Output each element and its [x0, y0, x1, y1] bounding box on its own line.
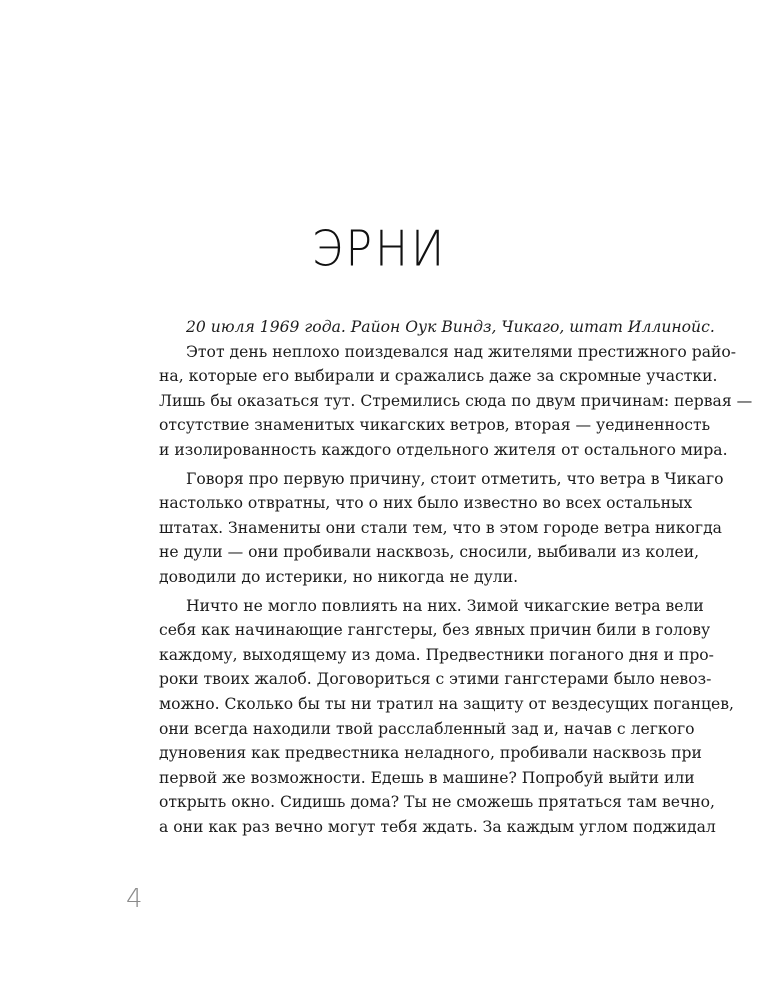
text-line: Этот день неплохо поиздевался над жителями престижного райо- — [186, 342, 737, 361]
text-line: Лишь бы оказаться тут. Стремились сюда по двум причинам: первая — — [159, 391, 753, 410]
text-line: они всегда находили твой расслабленный зад и, начав с легкого — [159, 719, 695, 738]
dateline: 20 июля 1969 года. Район Оук Виндз, Чикаго, штат Иллинойс. — [186, 318, 715, 336]
page-number: 4 — [126, 884, 143, 914]
text-line: дуновения как предвестника неладного, пробивали насквозь при — [159, 744, 702, 763]
text-line: первой же возможности. Едешь в машине? Попробуй выйти или — [159, 768, 695, 787]
text-line: себя как начинающие гангстеры, без явных причин били в голову — [159, 621, 711, 640]
text-line: настолько отвратны, что о них было известно во всех остальных — [159, 494, 693, 513]
chapter-title: ЭРНИ — [311, 220, 448, 278]
text-line: не дули — они пробивали насквозь, сносили, выбивали из колеи, — [159, 543, 700, 562]
text-line: каждому, выходящему из дома. Предвестники поганого дня и про- — [159, 645, 714, 664]
chapter-body-text — [159, 315, 753, 839]
text-line: и изолированность каждого отдельного жителя от остального мира. — [159, 440, 728, 459]
text-line: открыть окно. Сидишь дома? Ты не сможешь прятаться там вечно, — [159, 793, 716, 812]
text-line: а они как раз вечно могут тебя ждать. За каждым углом поджидал — [159, 817, 716, 836]
text-line: Говоря про первую причину, стоит отметить, что ветра в Чикаго — [186, 469, 724, 488]
text-line: можно. Сколько бы ты ни тратил на защиту от вездесущих поганцев, — [159, 694, 734, 713]
text-line: роки твоих жалоб. Договориться с этими гангстерами было невоз- — [159, 670, 712, 689]
text-line: доводили до истерики, но никогда не дули. — [159, 567, 519, 586]
text-line: Ничто не могло повлиять на них. Зимой чикагские ветра вели — [186, 596, 704, 615]
text-line: на, которые его выбирали и сражались даже за скромные участки. — [159, 367, 718, 386]
text-line: штатах. Знамениты они стали тем, что в этом городе ветра никогда — [159, 518, 722, 537]
text-line: отсутствие знаменитых чикагских ветров, вторая — уединенность — [159, 416, 711, 435]
